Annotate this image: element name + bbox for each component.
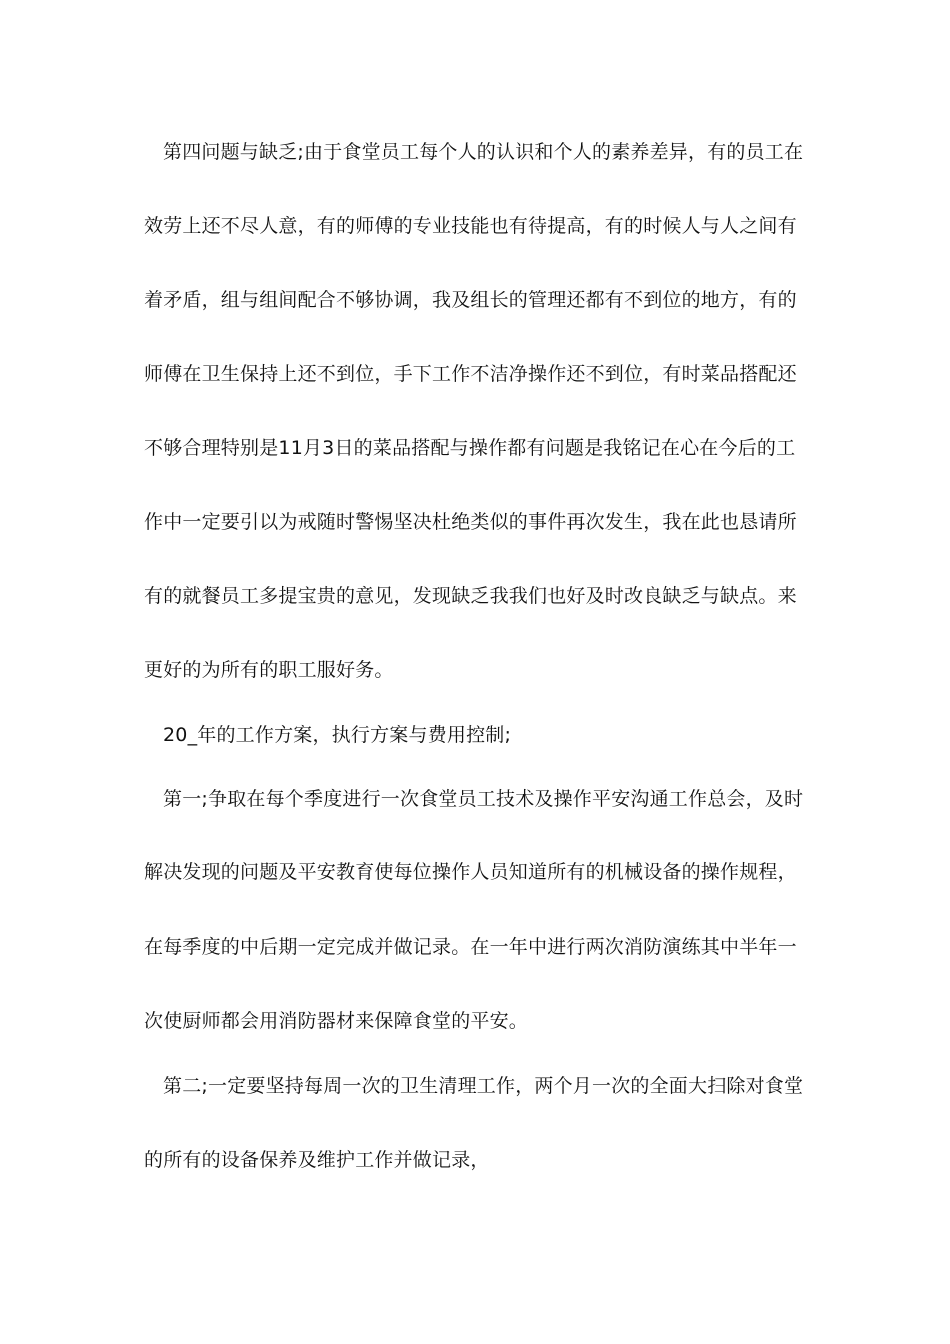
- text-line: 的所有的设备保养及维护工作并做记录，: [144, 1149, 490, 1171]
- text-line: 20_年的工作方案，执行方案与费用控制;: [163, 724, 512, 746]
- text-line: 着矛盾，组与组间配合不够协调，我及组长的管理还都有不到位的地方，有的: [144, 289, 797, 311]
- text-line: 效劳上还不尽人意，有的师傅的专业技能也有待提高，有的时候人与人之间有: [144, 215, 797, 237]
- text-line: 师傅在卫生保持上还不到位，手下工作不洁净操作还不到位，有时菜品搭配还: [144, 363, 797, 385]
- text-line: 次使厨师都会用消防器材来保障食堂的平安。: [144, 1010, 529, 1032]
- text-line: 更好的为所有的职工服好务。: [144, 659, 394, 681]
- text-line: 作中一定要引以为戒随时警惕坚决杜绝类似的事件再次发生，我在此也恳请所: [144, 511, 797, 533]
- text-line: 解决发现的问题及平安教育使每位操作人员知道所有的机械设备的操作规程，: [144, 861, 797, 883]
- text-line: 第一;争取在每个季度进行一次食堂员工技术及操作平安沟通工作总会，及时: [163, 788, 804, 810]
- text-line: 有的就餐员工多提宝贵的意见，发现缺乏我我们也好及时改良缺乏与缺点。来: [144, 585, 797, 607]
- text-line: 在每季度的中后期一定完成并做记录。在一年中进行两次消防演练其中半年一: [144, 936, 797, 958]
- text-line: 第二;一定要坚持每周一次的卫生清理工作，两个月一次的全面大扫除对食堂: [163, 1075, 804, 1097]
- text-line: 不够合理特别是11月3日的菜品搭配与操作都有问题是我铭记在心在今后的工: [144, 437, 796, 459]
- text-line: 第四问题与缺乏;由于食堂员工每个人的认识和个人的素养差异，有的员工在: [163, 141, 804, 163]
